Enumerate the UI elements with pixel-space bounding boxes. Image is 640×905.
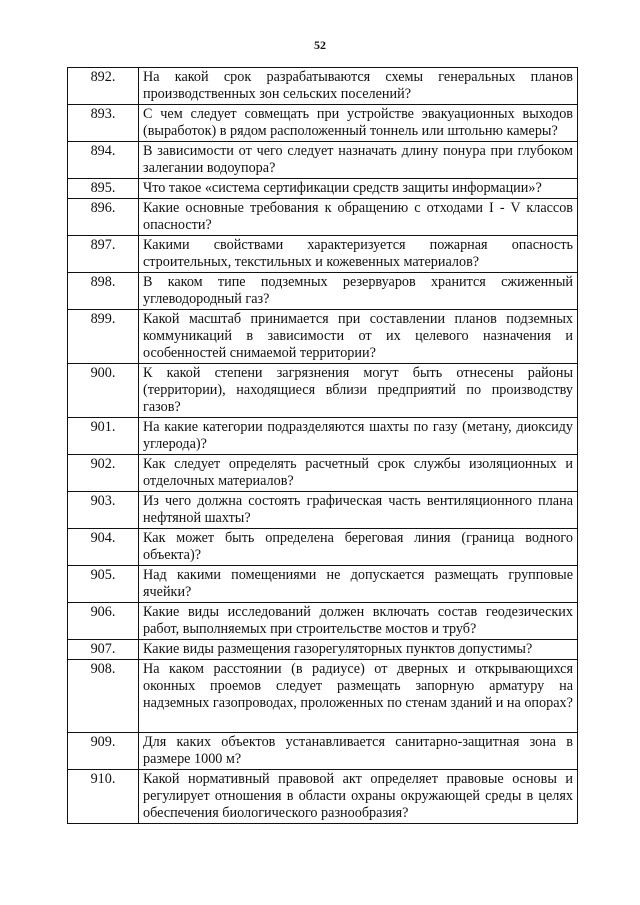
question-text: Для каких объектов устанавливается санитарно-защитная зона в размере 1000 м? [139,733,578,770]
question-row [68,236,578,273]
question-text: Какой нормативный правовой акт определяет правовые основы и регулирует отношения в области охраны окружающей среды в целях обеспечения биологического разнообразия? [139,770,578,824]
question-text: Какие основные требования к обращению с отходами I - V классов опасности? [139,199,578,236]
question-text: На какие категории подразделяются шахты по газу (метану, диоксиду углерода)? [139,418,578,455]
question-number: 907. [68,640,139,660]
question-row [68,660,578,733]
question-number: 900. [68,364,139,418]
question-text: Как следует определять расчетный срок службы изоляционных и отделочных материалов? [139,455,578,492]
question-row [68,310,578,364]
question-number: 904. [68,529,139,566]
question-text: Как может быть определена береговая линия (граница водного объекта)? [139,529,578,566]
question-text: Какие виды размещения газорегуляторных пунктов допустимы? [139,640,578,660]
question-number: 903. [68,492,139,529]
question-number: 896. [68,199,139,236]
question-number: 895. [68,179,139,199]
question-text: Что такое «система сертификации средств защиты информации»? [139,179,578,199]
question-row [68,492,578,529]
question-row [68,179,578,199]
question-number: 899. [68,310,139,364]
question-row [68,603,578,640]
question-number: 894. [68,142,139,179]
question-row [68,529,578,566]
question-text: В зависимости от чего следует назначать длину понура при глубоком залегании водоупора? [139,142,578,179]
question-row [68,640,578,660]
question-text: На какой срок разрабатываются схемы генеральных планов производственных зон сельских поселений? [139,68,578,105]
question-row [68,418,578,455]
question-row [68,733,578,770]
question-text: Над какими помещениями не допускается размещать групповые ячейки? [139,566,578,603]
question-row [68,142,578,179]
question-row [68,364,578,418]
question-row [68,770,578,824]
question-number: 910. [68,770,139,824]
page-number: 52 [314,38,326,52]
question-number: 898. [68,273,139,310]
question-text: Какие виды исследований должен включать состав геодезических работ, выполняемых при строительстве мостов и труб? [139,603,578,640]
question-text: Какой масштаб принимается при составлении планов подземных коммуникаций в зависимости от их целевого назначения и особенностей снимаемой территории? [139,310,578,364]
question-row [68,199,578,236]
question-row [68,566,578,603]
question-text: Какими свойствами характеризуется пожарная опасность строительных, текстильных и кожевенных материалов? [139,236,578,273]
questions-table-body [68,68,578,824]
question-number: 908. [68,660,139,733]
question-number: 897. [68,236,139,273]
question-text: На каком расстоянии (в радиусе) от дверных и открывающихся оконных проемов следует размещать запорную арматуру на надземных газопроводах, проложенных по стенам зданий и на опорах? [139,660,578,733]
question-row [68,68,578,105]
question-number: 892. [68,68,139,105]
question-row [68,105,578,142]
questions-table [67,67,578,824]
question-text: С чем следует совмещать при устройстве эвакуационных выходов (выработок) в рядом расположенный тоннель или штольню камеры? [139,105,578,142]
question-row [68,455,578,492]
question-number: 905. [68,566,139,603]
question-number: 902. [68,455,139,492]
question-number: 893. [68,105,139,142]
question-number: 906. [68,603,139,640]
question-number: 909. [68,733,139,770]
question-text: Из чего должна состоять графическая часть вентиляционного плана нефтяной шахты? [139,492,578,529]
question-text: В каком типе подземных резервуаров хранится сжиженный углеводородный газ? [139,273,578,310]
question-row [68,273,578,310]
question-text: К какой степени загрязнения могут быть отнесены районы (территории), находящиеся вблизи предприятий по производству газов? [139,364,578,418]
question-number: 901. [68,418,139,455]
